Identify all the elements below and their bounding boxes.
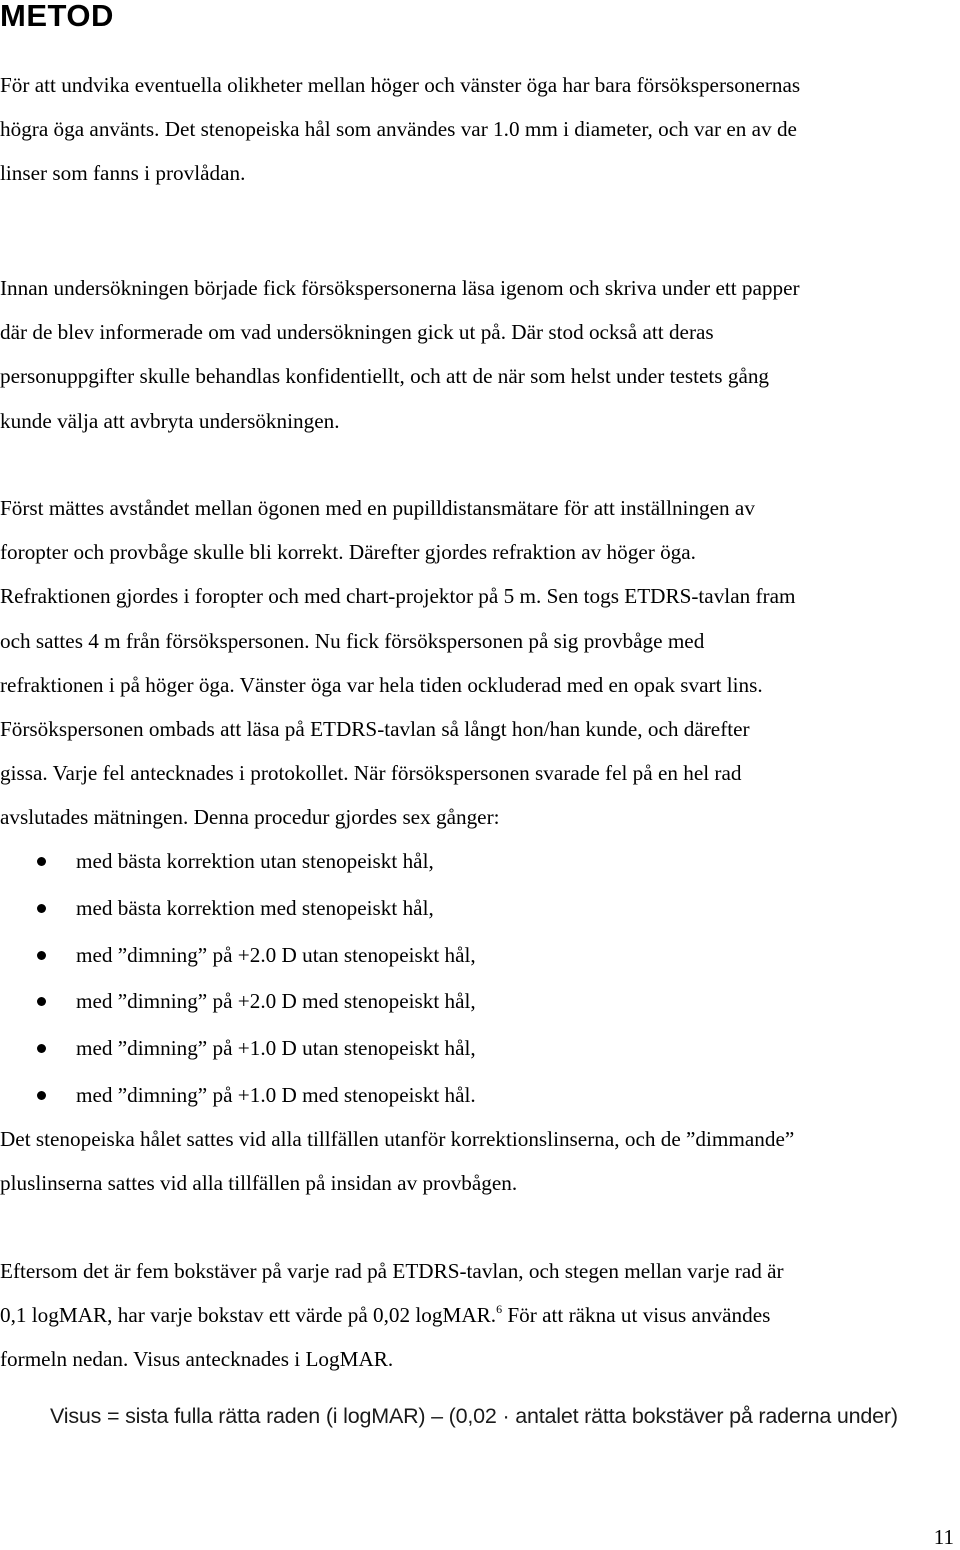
text-line bbox=[0, 1293, 960, 1337]
bullet-icon bbox=[37, 904, 46, 913]
list-item bbox=[0, 1025, 960, 1072]
text-line: Det stenopeiska hålet sattes vid alla tillfällen utanför korrektionslinserna, och de ”dimmande” bbox=[0, 1127, 795, 1151]
bullet-icon bbox=[37, 1091, 46, 1100]
text-line: formeln nedan. Visus antecknades i LogMAR. bbox=[0, 1347, 394, 1372]
bullet-icon bbox=[37, 951, 46, 960]
text-line: och sattes 4 m från försökspersonen. Nu fick försökspersonen på sig provbåge med bbox=[0, 628, 705, 653]
list-item bbox=[0, 838, 960, 885]
text-line: Refraktionen gjordes i foropter och med chart-projektor på 5 m. Sen togs ETDRS-tavlan fram bbox=[0, 584, 796, 609]
list-item-text: med ”dimning” på +1.0 D med stenopeiskt hål. bbox=[76, 1082, 476, 1107]
text-line: Försökspersonen ombads att läsa på ETDRS-tavlan så långt hon/han kunde, och därefter bbox=[0, 717, 750, 742]
text-line: personuppgifter skulle behandlas konfidentiellt, och att de när som helst under testets gång bbox=[0, 364, 770, 389]
text-line: Eftersom det är fem bokstäver på varje rad på ETDRS-tavlan, och stegen mellan varje rad är bbox=[0, 1259, 784, 1283]
list-item-text: med ”dimning” på +2.0 D med stenopeiskt hål, bbox=[76, 989, 476, 1014]
text-line: där de blev informerade om vad undersökningen gick ut på. Där stod också att deras bbox=[0, 320, 714, 345]
text-segment: För att räkna ut visus användes bbox=[502, 1303, 771, 1328]
text-line: kunde välja att avbryta undersökningen. bbox=[0, 408, 340, 433]
text-line: pluslinserna sattes vid alla tillfällen på insidan av provbågen. bbox=[0, 1171, 518, 1196]
list-item bbox=[0, 932, 960, 979]
text-line: Innan undersökningen började fick försökspersonerna läsa igenom och skriva under ett papper bbox=[0, 276, 800, 300]
text-line: foropter och provbåge skulle bli korrekt. Därefter gjordes refraktion av höger öga. bbox=[0, 540, 696, 565]
list-item-text: med ”dimning” på +2.0 D utan stenopeiskt hål, bbox=[76, 942, 476, 967]
paragraph-final bbox=[0, 1249, 960, 1382]
procedure-list bbox=[0, 838, 960, 1119]
section-heading: METOD bbox=[0, 0, 114, 33]
bullet-icon bbox=[37, 1044, 46, 1053]
text-line: avslutades mätningen. Denna procedur gjordes sex gånger: bbox=[0, 805, 500, 830]
text-line: gissa. Varje fel antecknades i protokollet. När försökspersonen svarade fel på en hel rad bbox=[0, 761, 742, 786]
paragraph-2 bbox=[0, 266, 960, 443]
page-number: 11 bbox=[933, 1525, 954, 1549]
list-item-text: med bästa korrektion med stenopeiskt hål, bbox=[76, 895, 434, 920]
list-item bbox=[0, 885, 960, 932]
list-item bbox=[0, 1072, 960, 1119]
text-line: högra öga använts. Det stenopeiska hål som användes var 1.0 mm i diameter, och var en av de bbox=[0, 117, 797, 142]
visus-formula: Visus = sista fulla rätta raden (i logMAR) – (0,02 · antalet rätta bokstäver på raderna under) bbox=[50, 1404, 898, 1428]
bullet-icon bbox=[37, 997, 46, 1006]
paragraph-1 bbox=[0, 63, 960, 196]
text-line: refraktionen i på höger öga. Vänster öga var hela tiden ockluderad med en opak svart lins. bbox=[0, 672, 763, 697]
footnote-reference: 6 bbox=[496, 1302, 503, 1317]
paragraph-3 bbox=[0, 486, 960, 840]
text-line: Först mättes avståndet mellan ögonen med en pupilldistansmätare för att inställningen av bbox=[0, 496, 755, 520]
text-segment: 0,1 logMAR, har varje bokstav ett värde på 0,02 logMAR. bbox=[0, 1303, 497, 1328]
text-line: linser som fanns i provlådan. bbox=[0, 161, 246, 186]
list-item bbox=[0, 978, 960, 1025]
list-item-text: med ”dimning” på +1.0 D utan stenopeiskt hål, bbox=[76, 1036, 476, 1061]
bullet-icon bbox=[37, 857, 46, 866]
paragraph-after-list bbox=[0, 1117, 960, 1205]
text-line: För att undvika eventuella olikheter mellan höger och vänster öga har bara försökspersonernas bbox=[0, 73, 801, 97]
list-item-text: med bästa korrektion utan stenopeiskt hål, bbox=[76, 849, 434, 873]
